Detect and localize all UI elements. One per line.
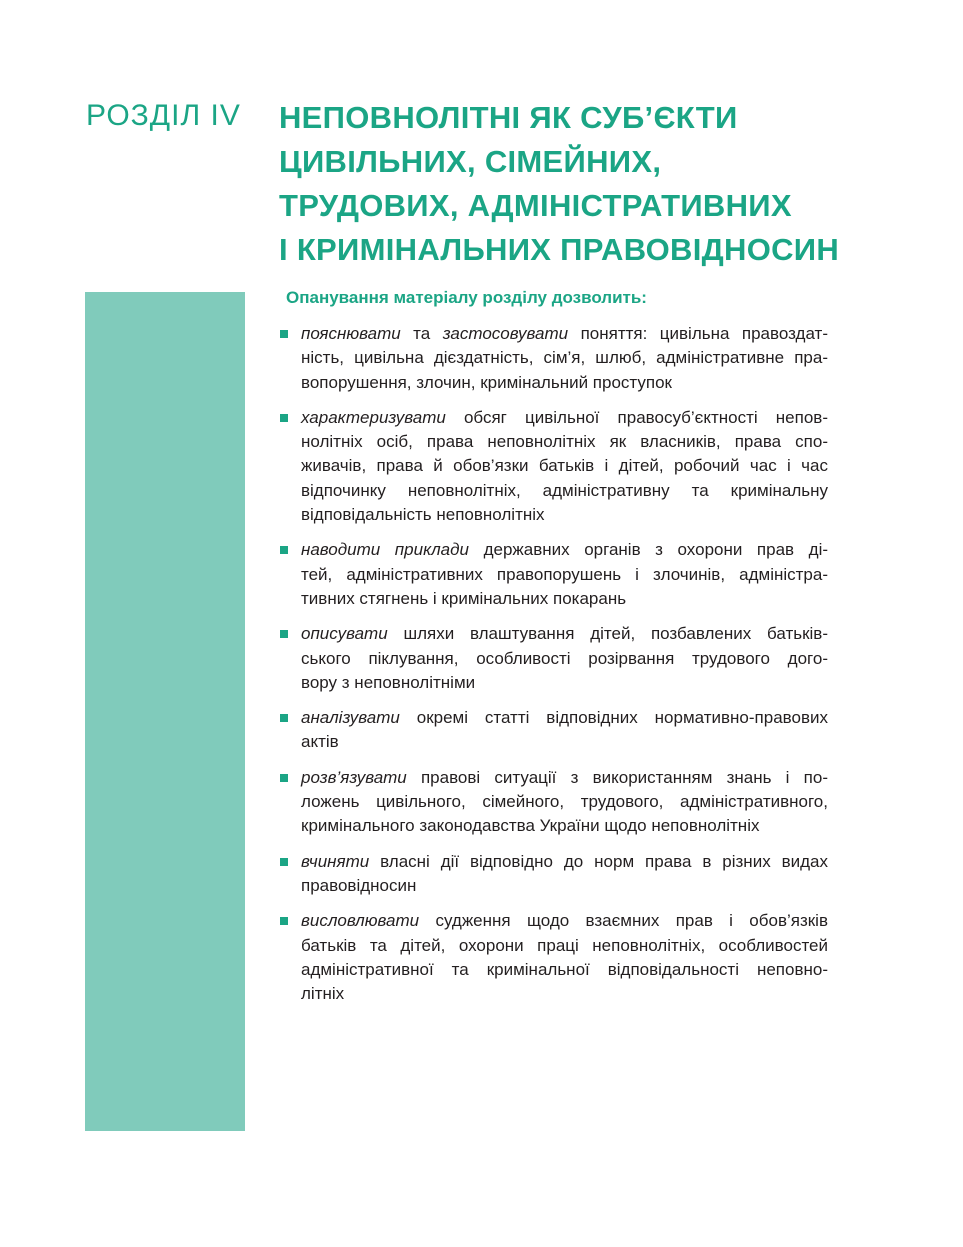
section-title — [279, 96, 939, 272]
section-title-line: ЦИВІЛЬНИХ, СІМЕЙНИХ, — [279, 144, 662, 179]
objective-line: тей, адміністративних правопорушень і злочинів, адміністра- — [301, 564, 828, 584]
objective-text: та — [400, 324, 443, 343]
list-item — [280, 322, 828, 395]
objective-line: батьків та дітей, охорони праці неповнолітніх, особливостей — [301, 935, 828, 955]
objective-line — [301, 909, 828, 933]
square-bullet-icon — [280, 714, 288, 722]
objective-verb: вчиняти — [301, 851, 370, 871]
learning-outcomes-list — [280, 322, 828, 1017]
objective-verb: характеризувати — [301, 407, 446, 427]
list-item — [280, 622, 828, 695]
objective-line: відповідальність неповнолітніх — [301, 505, 545, 525]
square-bullet-icon — [280, 630, 288, 638]
section-title-line: І КРИМІНАЛЬНИХ ПРАВОВІДНОСИН — [279, 232, 840, 267]
learning-outcomes-heading: Опанування матеріалу розділу дозволить: — [286, 288, 647, 307]
objective-line: кримінального законодавства України щодо неповнолітніх — [301, 816, 760, 836]
objective-line: живачів, права й обов’язки батьків і дітей, робочий час і час — [301, 456, 828, 476]
section-title-line: ТРУДОВИХ, АДМІНІСТРАТИВНИХ — [279, 188, 792, 223]
square-bullet-icon — [280, 858, 288, 866]
objective-line — [301, 406, 828, 430]
list-item — [280, 766, 828, 839]
objective-text: державних органів з охорони прав ді- — [469, 540, 829, 560]
objective-line: ложень цивільного, сімейного, трудового, адміністративного, — [301, 792, 828, 812]
objective-line: актів — [301, 732, 339, 752]
objective-line: тивних стягнень і кримінальних покарань — [301, 588, 627, 608]
objective-verb: розв’язувати — [301, 767, 407, 787]
list-item — [280, 850, 828, 899]
objective-line: вору з неповнолітніми — [301, 672, 476, 692]
objective-line — [301, 538, 828, 562]
objective-verb: наводити приклади — [301, 540, 469, 560]
objective-verb: застосовувати — [442, 324, 569, 343]
list-item — [280, 538, 828, 611]
objective-text: шляхи влаштування дітей, позбавлених батьків- — [387, 624, 828, 644]
section-title-line: НЕПОВНОЛІТНІ ЯК СУБ’ЄКТИ — [279, 100, 738, 135]
objective-line — [301, 850, 828, 874]
square-bullet-icon — [280, 414, 288, 422]
square-bullet-icon — [280, 917, 288, 925]
objective-line: літніх — [301, 984, 345, 1004]
objective-line: правовідносин — [301, 875, 417, 895]
square-bullet-icon — [280, 546, 288, 554]
decorative-side-band — [85, 292, 245, 1131]
list-item — [280, 406, 828, 527]
square-bullet-icon — [280, 774, 288, 782]
objective-line: адміністративної та кримінальної відповідальності неповно- — [301, 959, 828, 979]
objective-line: ність, цивільна дієздатність, сім’я, шлюб, адміністративне пра- — [301, 348, 828, 368]
objective-verb: аналізувати — [301, 708, 400, 728]
list-item — [280, 706, 828, 755]
objective-line — [301, 766, 828, 790]
objective-line: нолітніх осіб, права неповнолітніх як власників, права спо- — [301, 432, 828, 452]
objective-line: ського піклування, особливості розірвання трудового дого- — [301, 648, 828, 668]
objective-text: судження щодо взаємних прав і обов’язків — [419, 911, 828, 931]
objective-verb: описувати — [301, 624, 388, 644]
objective-text: власні дії відповідно до норм права в різних видах — [369, 851, 828, 871]
objective-text: обсяг цивільної правосуб’єктності непов- — [445, 407, 828, 427]
objective-text: окремі статті відповідних нормативно-правових — [399, 708, 828, 728]
objective-verb: пояснювати — [301, 324, 401, 343]
objective-text: правові ситуації з використанням знань і по- — [406, 767, 828, 787]
list-item — [280, 909, 828, 1006]
objective-line — [301, 622, 828, 646]
objective-text: поняття: цивільна правоздат- — [580, 324, 828, 343]
section-label: РОЗДІЛ IV — [86, 99, 241, 132]
objective-line — [301, 322, 828, 346]
objective-line — [301, 706, 828, 730]
objective-line: відпочинку неповнолітніх, адміністративну та кримінальну — [301, 480, 828, 500]
square-bullet-icon — [280, 330, 288, 338]
objective-verb: висловлювати — [301, 911, 420, 931]
objective-line: вопорушення, злочин, кримінальний проступок — [301, 372, 672, 392]
